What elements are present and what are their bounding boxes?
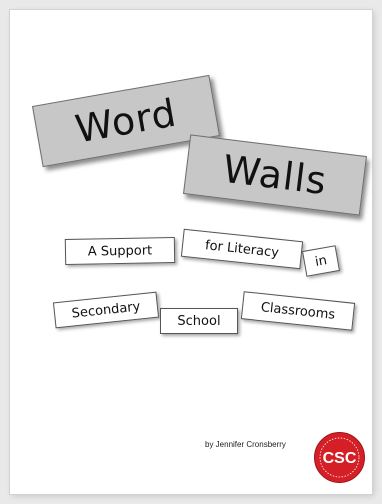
- title-word-2: Walls: [220, 146, 330, 204]
- csc-seal-icon: [313, 431, 366, 484]
- author-credit: by Jennifer Cronsberry: [205, 440, 286, 449]
- subtitle-text: Secondary: [70, 298, 142, 322]
- word-card-secondary: [53, 292, 159, 329]
- title-card-walls: [183, 134, 367, 215]
- subtitle-text: in: [313, 252, 329, 270]
- subtitle-text: A Support: [87, 242, 153, 260]
- word-card-classrooms: [241, 291, 355, 331]
- subtitle-text: Classrooms: [260, 299, 336, 323]
- publisher-logo: [313, 431, 366, 484]
- word-card-for-literacy: [181, 229, 303, 269]
- word-card-in: [302, 245, 340, 277]
- word-card-school: [160, 308, 238, 334]
- subtitle-text: School: [177, 313, 221, 329]
- title-word-1: Word: [72, 90, 180, 152]
- book-cover: [10, 10, 372, 494]
- subtitle-text: for Literacy: [204, 237, 280, 261]
- logo-text: CSC: [322, 450, 357, 467]
- word-card-a-support: [65, 237, 175, 265]
